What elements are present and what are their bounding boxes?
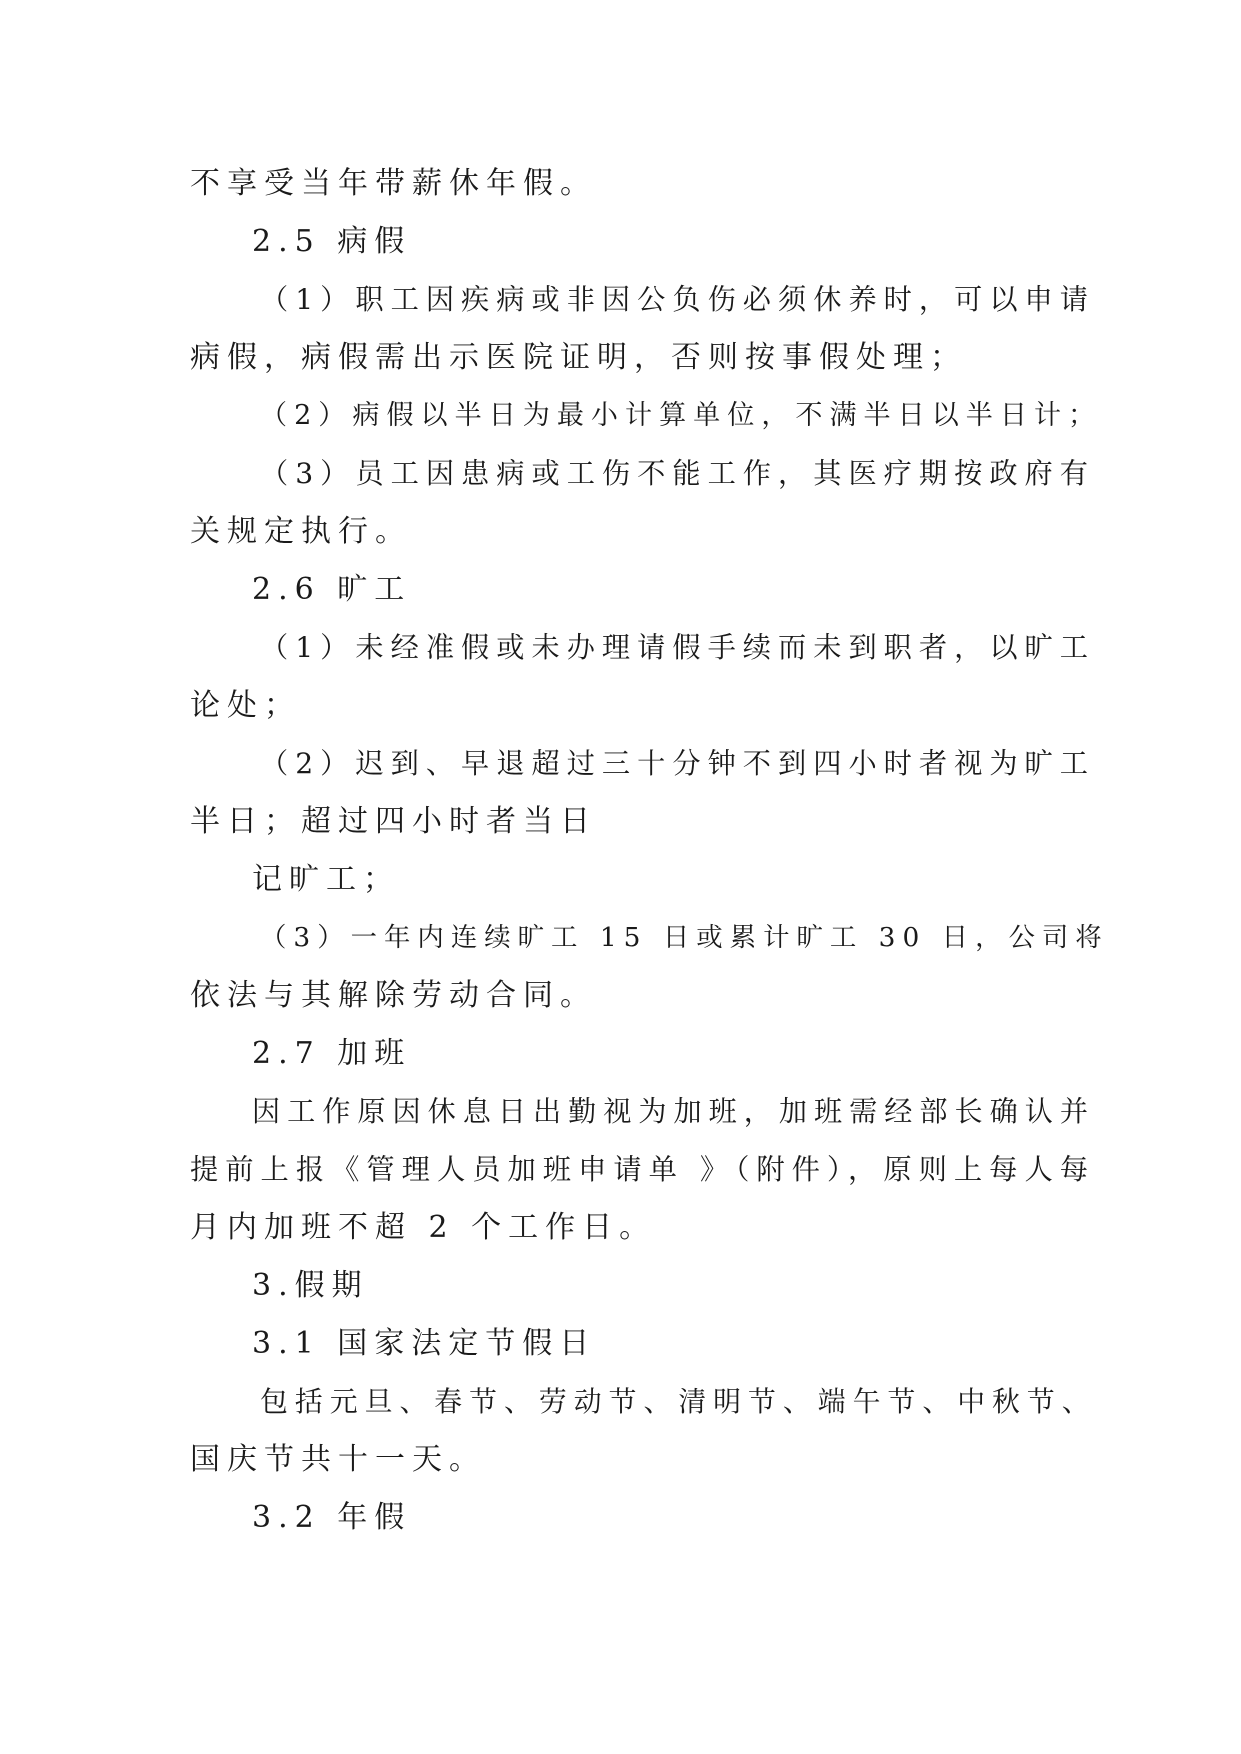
section-heading-3-1: 3.1 国家法定节假日 bbox=[252, 1326, 597, 1361]
paragraph-line: 记旷工； bbox=[252, 862, 400, 897]
paragraph-line: 包括元旦、春节、劳动节、清明节、端午节、中秋节、 bbox=[260, 1385, 1097, 1418]
section-heading-3: 3.假期 bbox=[252, 1268, 369, 1303]
paragraph-line: 依法与其解除劳动合同。 bbox=[190, 978, 597, 1013]
paragraph-line: 月内加班不超 2 个工作日。 bbox=[190, 1210, 657, 1245]
section-heading-2-7: 2.7 加班 bbox=[252, 1036, 412, 1071]
paragraph-line: 因工作原因休息日出勤视为加班，加班需经部长确认并 bbox=[252, 1095, 1096, 1128]
section-heading-2-5: 2.5 病假 bbox=[252, 224, 412, 259]
paragraph-line: 国庆节共十一天。 bbox=[190, 1442, 486, 1477]
paragraph-line: （2）迟到、早退超过三十分钟不到四小时者视为旷工 bbox=[260, 747, 1095, 780]
paragraph-line: 不享受当年带薪休年假。 bbox=[190, 166, 597, 201]
paragraph-line: （1）职工因疾病或非因公负伤必须休养时，可以申请 bbox=[260, 283, 1095, 316]
section-heading-2-6: 2.6 旷工 bbox=[252, 572, 412, 607]
paragraph-line: （2）病假以半日为最小计算单位，不满半日以半日计； bbox=[260, 400, 1103, 431]
paragraph-line: （3）员工因患病或工伤不能工作，其医疗期按政府有 bbox=[260, 457, 1095, 490]
paragraph-line: （1）未经准假或未办理请假手续而未到职者，以旷工 bbox=[260, 631, 1095, 664]
paragraph-line: 提前上报《管理人员加班申请单 》（附件），原则上每人每 bbox=[190, 1153, 1096, 1186]
paragraph-line: 病假，病假需出示医院证明，否则按事假处理； bbox=[190, 340, 967, 375]
paragraph-line: （3）一年内连续旷工 15 日或累计旷工 30 日，公司将 bbox=[260, 922, 1109, 953]
section-heading-3-2: 3.2 年假 bbox=[252, 1500, 412, 1535]
paragraph-line: 论处； bbox=[190, 688, 301, 723]
paragraph-line: 半日；超过四小时者当日 bbox=[190, 804, 597, 839]
paragraph-line: 关规定执行。 bbox=[190, 514, 412, 549]
